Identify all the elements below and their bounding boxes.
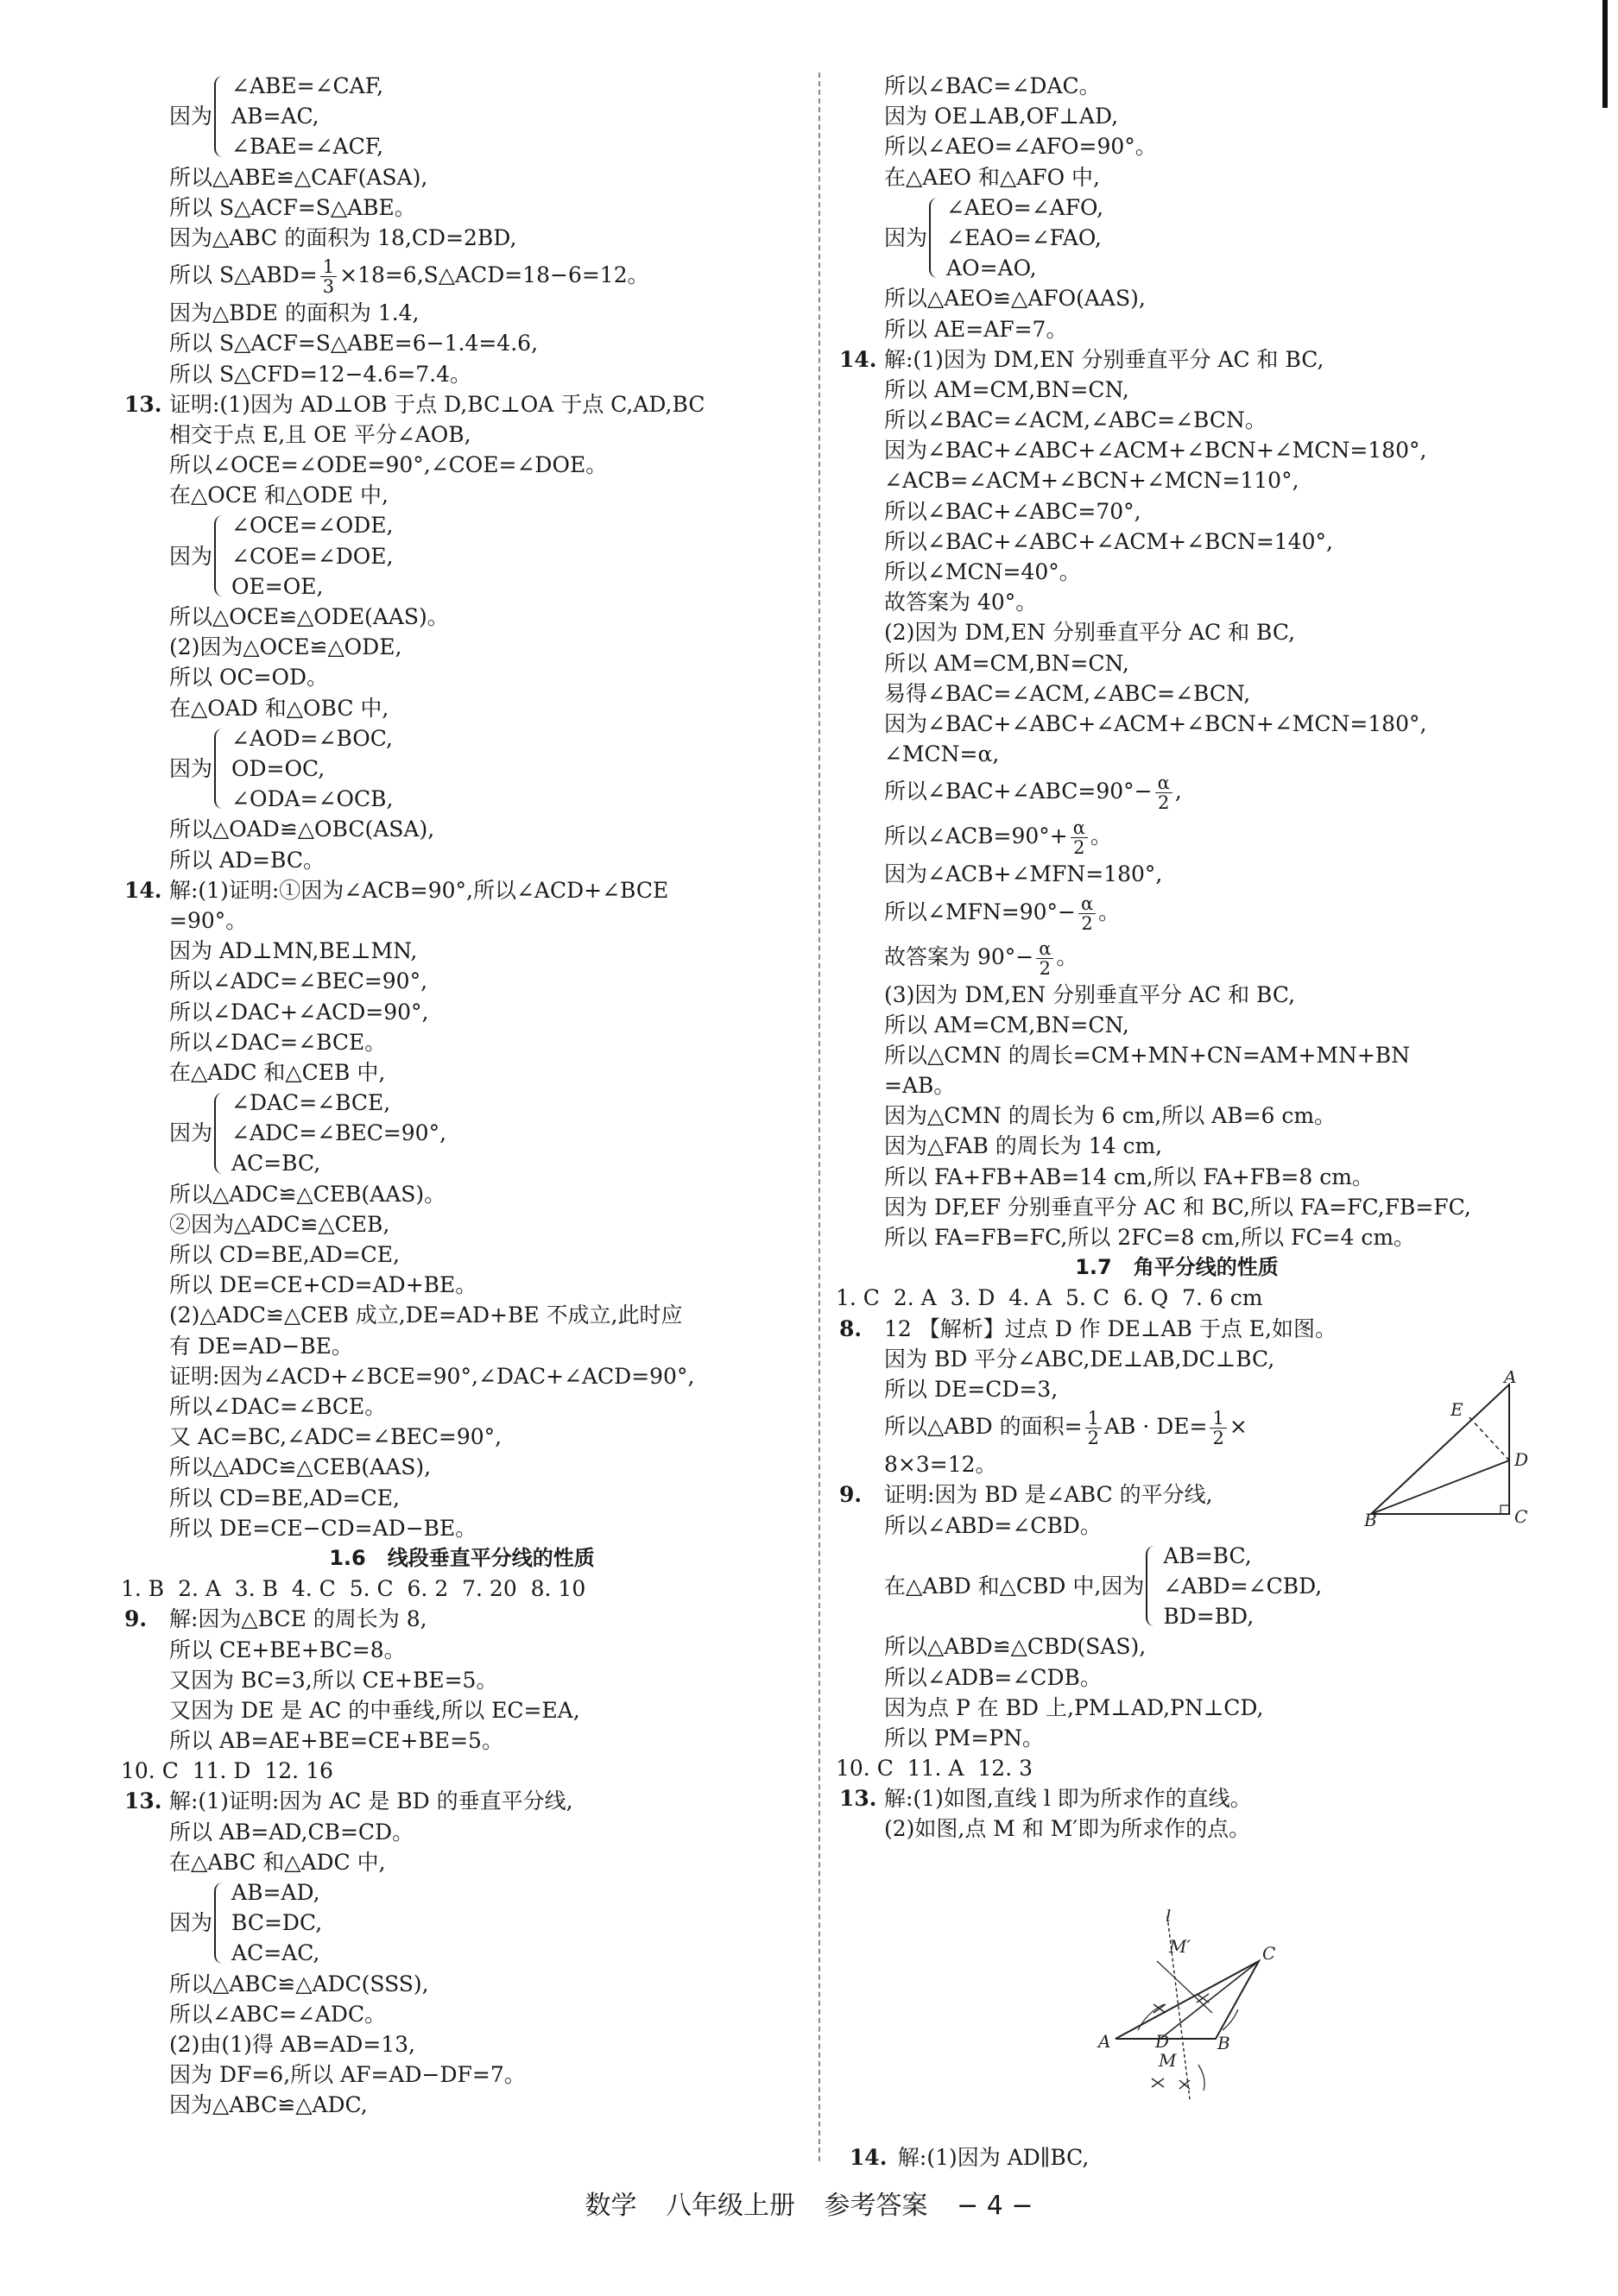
brace-row: AB=BC,: [1163, 1542, 1252, 1568]
fraction-denominator: 2: [1073, 837, 1085, 859]
left-brace-icon: [929, 198, 943, 279]
question-text: 12 【解析】过点 D 作 DE⊥AB 于点 E,如图。: [884, 1315, 1337, 1341]
text-line: 1. C 2. A 3. D 4. A 5. C 6. Q 7. 6 cm: [836, 1285, 1263, 1311]
text-line: 所以∠BAC=∠ACM,∠ABC=∠BCN。: [884, 407, 1267, 433]
text-line: 所以 DE=CE−CD=AD−BE。: [169, 1515, 477, 1541]
brace-system: [836, 1541, 1518, 1632]
text-line: 因为 DF,EF 分别垂直平分 AC 和 BC,所以 FA=FC,FB=FC,: [884, 1194, 1471, 1220]
text-line: 因为 BD 平分∠ABC,DE⊥AB,DC⊥BC,: [884, 1346, 1275, 1372]
brace-system: [836, 192, 1518, 284]
text-line: 因为∠BAC+∠ABC+∠ACM+∠BCN+∠MCN=180°,: [884, 438, 1427, 464]
brace-row: ∠EAO=∠FAO,: [946, 224, 1102, 250]
question-text: 证明:因为 BD 是∠ABC 的平分线,: [884, 1482, 1213, 1508]
fig8-label-a: A: [1504, 1371, 1517, 1387]
text-line: 因为点 P 在 BD 上,PM⊥AD,PN⊥CD,: [884, 1694, 1264, 1720]
fraction-line: [836, 769, 1518, 814]
text-line: 易得∠BAC=∠ACM,∠ABC=∠BCN,: [884, 680, 1251, 706]
text-line: 证明:因为∠ACD+∠BCE=90°,∠DAC+∠ACD=90°,: [169, 1363, 695, 1389]
text-line: 因为∠ACB+∠MFN=180°,: [884, 861, 1163, 887]
right-column: [836, 71, 1518, 1845]
brace-system: [121, 723, 803, 815]
fraction-numerator: α: [1071, 818, 1088, 838]
footer-page: − 4 −: [957, 2191, 1033, 2221]
brace-row: ∠AEO=∠AFO,: [946, 194, 1104, 220]
column-divider: [818, 73, 820, 2161]
brace-row: AB=AD,: [231, 1880, 320, 1905]
brace-label: 因为: [884, 224, 928, 250]
fraction-pre: 所以 S△ABD=: [169, 262, 318, 288]
fraction-pre: 故答案为 90°−: [884, 943, 1034, 969]
brace-row: ∠ABD=∠CBD,: [1163, 1573, 1323, 1599]
left-brace-icon: [214, 1093, 228, 1174]
fraction-numerator: 1: [1085, 1409, 1102, 1429]
question-number: 8.: [839, 1315, 863, 1341]
text-line: 所以 AB=AE+BE=CE+BE=5。: [169, 1728, 503, 1754]
fig8-label-e: E: [1451, 1399, 1463, 1420]
text-line: 所以 CD=BE,AD=CE,: [169, 1242, 401, 1268]
text-line: 所以∠ADB=∠CDB。: [884, 1664, 1102, 1690]
fraction-numerator: α: [1036, 939, 1053, 959]
brace-system: [121, 1088, 803, 1179]
brace-row: ∠ODA=∠OCB,: [231, 786, 394, 812]
text-line: 因为 DF=6,所以 AF=AD−DF=7。: [169, 2062, 526, 2088]
text-line: 所以 AM=CM,BN=CN,: [884, 650, 1129, 676]
brace-row: ∠ABE=∠CAF,: [231, 73, 384, 98]
text-line: 所以△ABD≌△CBD(SAS),: [884, 1634, 1147, 1660]
question-text: 解:(1)因为 DM,EN 分别垂直平分 AC 和 BC,: [884, 346, 1324, 372]
question-number: 13.: [124, 1788, 162, 1814]
left-brace-icon: [214, 515, 228, 596]
text-line: (3)因为 DM,EN 分别垂直平分 AC 和 BC,: [884, 981, 1296, 1007]
question-number: 13.: [839, 1786, 877, 1812]
fraction-line: [836, 890, 1518, 935]
q14-tail-text: 解:(1)因为 AD∥BC,: [897, 2145, 1090, 2171]
fraction: [1155, 773, 1172, 812]
text-line: 在△ADC 和△CEB 中,: [169, 1059, 386, 1085]
text-line: 在△OAD 和△OBC 中,: [169, 695, 389, 721]
brace-row: AC=BC,: [231, 1151, 321, 1176]
question-line: [836, 1314, 1518, 1344]
text-line: ②因为△ADC≌△CEB,: [169, 1211, 390, 1237]
section-heading: 1.6 线段垂直平分线的性质: [329, 1545, 595, 1570]
left-brace-icon: [214, 1883, 228, 1964]
text-line: 因为△ABC≌△ADC,: [169, 2092, 368, 2118]
text-line: 所以△OCE≌△ODE(AAS)。: [169, 604, 449, 630]
fraction-line: [836, 935, 1518, 980]
brace-label: 在△ABD 和△CBD 中,因为: [884, 1573, 1145, 1599]
brace-rows: [231, 510, 393, 602]
left-brace-icon: [1146, 1546, 1160, 1627]
text-line: (2)由(1)得 AB=AD=13,: [169, 2031, 415, 2057]
text-line: 所以∠OCE=∠ODE=90°,∠COE=∠DOE。: [169, 452, 608, 478]
text-line: 所以∠DAC+∠ACD=90°,: [169, 999, 429, 1025]
text-line: =AB。: [884, 1073, 956, 1099]
fig8-label-d: D: [1514, 1449, 1529, 1470]
fraction-denominator: 2: [1158, 792, 1170, 814]
fig13-label-m: M: [1159, 2050, 1177, 2071]
text-line: 所以∠ADC=∠BEC=90°,: [169, 968, 428, 994]
text-line: 在△ABC 和△ADC 中,: [169, 1849, 386, 1875]
fraction-denominator: 3: [322, 276, 335, 298]
brace-rows: [946, 192, 1103, 284]
fraction-post: ×18=6,S△ACD=18−6=12。: [339, 262, 649, 288]
text-line: 因为∠BAC+∠ABC+∠ACM+∠BCN+∠MCN=180°,: [884, 710, 1427, 736]
fraction-numerator: 1: [1210, 1409, 1226, 1429]
brace-rows: [231, 1877, 322, 1969]
fraction-denominator: 2: [1087, 1428, 1099, 1449]
text-line: 所以∠DAC=∠BCE。: [169, 1029, 387, 1055]
brace-row: OE=OE,: [231, 573, 324, 599]
text-line: 1. B 2. A 3. B 4. C 5. C 6. 2 7. 20 8. 10: [121, 1576, 586, 1602]
text-line: 所以△ABE≌△CAF(ASA),: [169, 164, 428, 190]
question-number: 9.: [839, 1482, 863, 1508]
text-line: 所以∠DAC=∠BCE。: [169, 1394, 387, 1419]
construction-figure-q13: [1086, 1909, 1276, 2108]
fraction: [1085, 1409, 1102, 1448]
brace-rows: [231, 723, 393, 815]
brace-rows: [231, 71, 383, 162]
fig13-label-b: B: [1217, 2033, 1230, 2053]
fraction-denominator: 2: [1212, 1428, 1224, 1449]
question-text: 解:(1)证明:因为 AC 是 BD 的垂直平分线,: [169, 1788, 573, 1814]
question-line: [836, 344, 1518, 375]
text-line: 因为 AD⊥MN,BE⊥MN,: [169, 938, 418, 964]
brace-row: BC=DC,: [231, 1910, 323, 1936]
fraction: [1036, 939, 1053, 978]
fraction-post: 。: [1056, 943, 1078, 969]
brace-rows: [231, 1088, 446, 1179]
question-text: 解:因为△BCE 的周长为 8,: [169, 1606, 427, 1632]
brace-row: ∠AOD=∠BOC,: [231, 725, 393, 751]
brace-row: ∠DAC=∠BCE,: [231, 1090, 391, 1116]
question-text: 解:(1)如图,直线 l 即为所求作的直线。: [884, 1786, 1252, 1812]
text-line: (2)△ADC≌△CEB 成立,DE=AD+BE 不成立,此时应: [169, 1303, 683, 1328]
text-line: 10. C 11. A 12. 3: [836, 1756, 1033, 1782]
brace-rows: [1163, 1541, 1322, 1632]
text-line: 所以∠AEO=∠AFO=90°。: [884, 134, 1157, 160]
brace-system: [121, 1877, 803, 1969]
text-line: 所以△CMN 的周长=CM+MN+CN=AM+MN+BN: [884, 1042, 1411, 1068]
question-line: [121, 1604, 803, 1634]
text-line: ∠MCN=α,: [884, 741, 1000, 767]
text-line: 因为△CMN 的周长为 6 cm,所以 AB=6 cm。: [884, 1103, 1337, 1129]
text-line: ∠ACB=∠ACM+∠BCN+∠MCN=110°,: [884, 468, 1299, 494]
question-line: [121, 875, 803, 905]
fig8-label-c: C: [1514, 1506, 1528, 1526]
brace-system: [121, 71, 803, 162]
text-line: 10. C 11. D 12. 16: [121, 1758, 333, 1784]
text-line: (2)因为 DM,EN 分别垂直平分 AC 和 BC,: [884, 620, 1296, 646]
text-line: 在△AEO 和△AFO 中,: [884, 164, 1100, 190]
question-line: [121, 1786, 803, 1816]
brace-row: AB=AC,: [231, 104, 319, 129]
text-line: 所以△ABC≌△ADC(SSS),: [169, 1971, 429, 1996]
fraction-mid: AB · DE=: [1103, 1414, 1208, 1440]
text-line: 又 AC=BC,∠ADC=∠BEC=90°,: [169, 1424, 502, 1450]
fig13-label-l: l: [1166, 1909, 1172, 1926]
fig13-label-c: C: [1262, 1943, 1276, 1964]
fig13-label-a: A: [1098, 2031, 1111, 2052]
text-line: 有 DE=AD−BE。: [169, 1333, 353, 1359]
text-line: 所以 OC=OD。: [169, 665, 329, 691]
fraction-line: [121, 253, 803, 298]
fraction-pre: 所以△ABD 的面积=: [884, 1414, 1083, 1440]
question-number: 14.: [124, 877, 162, 903]
question-line: [836, 1783, 1518, 1813]
text-line: 所以∠BAC+∠ABC+∠ACM+∠BCN=140°,: [884, 528, 1333, 554]
text-line: 又因为 DE 是 AC 的中垂线,所以 EC=EA,: [169, 1697, 580, 1723]
fraction-post: ,: [1174, 779, 1182, 804]
brace-row: ∠OCE=∠ODE,: [231, 513, 394, 539]
brace-row: ∠ADC=∠BEC=90°,: [231, 1120, 447, 1146]
brace-row: ∠BAE=∠ACF,: [231, 134, 384, 160]
text-line: 所以 AM=CM,BN=CN,: [884, 1012, 1129, 1038]
brace-label: 因为: [169, 756, 213, 781]
footer-kind: 参考答案: [824, 2191, 928, 2221]
text-line: 所以 CD=BE,AD=CE,: [169, 1485, 401, 1511]
triangle-figure-q8: [1364, 1371, 1537, 1526]
question-number: 14.: [839, 346, 877, 372]
fraction-pre: 所以∠BAC+∠ABC=90°−: [884, 779, 1153, 804]
brace-system: [121, 510, 803, 602]
text-line: 所以∠BAC+∠ABC=70°,: [884, 498, 1141, 524]
text-line: (2)因为△OCE≌△ODE,: [169, 634, 402, 660]
text-line: 所以∠ABC=∠ADC。: [169, 2001, 387, 2027]
text-line: 所以 PM=PN。: [884, 1725, 1045, 1750]
text-line: 所以 FA=FB=FC,所以 2FC=8 cm,所以 FC=4 cm。: [884, 1225, 1416, 1251]
text-line: 8×3=12。: [884, 1452, 997, 1478]
text-line: 所以△ADC≌△CEB(AAS)。: [169, 1181, 446, 1207]
text-line: 所以△AEO≌△AFO(AAS),: [884, 286, 1146, 312]
brace-label: 因为: [169, 543, 213, 569]
brace-row: BD=BD,: [1163, 1604, 1255, 1630]
q14-tail-number: 14.: [849, 2145, 888, 2171]
text-line: 所以 AD=BC。: [169, 847, 325, 873]
question-text: 证明:(1)因为 AD⊥OB 于点 D,BC⊥OA 于点 C,AD,BC: [169, 391, 705, 417]
text-line: 所以 CE+BE+BC=8。: [169, 1637, 406, 1662]
text-line: 所以△OAD≌△OBC(ASA),: [169, 817, 435, 842]
fraction-pre: 所以∠MFN=90°−: [884, 899, 1076, 924]
left-column: [121, 71, 803, 2121]
footer-subject: 数学: [585, 2191, 637, 2221]
text-line: 所以△ADC≌△CEB(AAS),: [169, 1454, 432, 1480]
brace-row: ∠COE=∠DOE,: [231, 543, 394, 569]
section-heading: 1.7 角平分线的性质: [1075, 1255, 1279, 1280]
footer-grade: 八年级上册: [666, 2191, 795, 2221]
fraction-line: [836, 814, 1518, 859]
text-line: 因为△FAB 的周长为 14 cm,: [884, 1133, 1163, 1159]
brace-label: 因为: [169, 1120, 213, 1146]
text-line: 所以 S△CFD=12−4.6=7.4。: [169, 361, 471, 387]
fraction-numerator: 1: [320, 257, 337, 277]
question-line: [121, 389, 803, 419]
text-line: 所以 S△ACF=S△ABE。: [169, 194, 416, 220]
text-line: 所以∠MCN=40°。: [884, 559, 1081, 585]
text-line: 所以 S△ACF=S△ABE=6−1.4=4.6,: [169, 331, 539, 356]
fraction-numerator: α: [1078, 894, 1096, 914]
fraction-post: ×: [1229, 1414, 1248, 1440]
question-text: 解:(1)证明:①因为∠ACB=90°,所以∠ACD+∠BCE: [169, 877, 669, 903]
fraction: [1078, 894, 1096, 933]
question-number: 9.: [124, 1606, 148, 1632]
left-brace-icon: [214, 729, 228, 810]
text-line: 因为 OE⊥AB,OF⊥AD,: [884, 104, 1119, 129]
brace-label: 因为: [169, 104, 213, 129]
question-number: 13.: [124, 391, 162, 417]
fraction: [320, 257, 337, 296]
text-line: 相交于点 E,且 OE 平分∠AOB,: [169, 421, 471, 447]
fraction-denominator: 2: [1039, 957, 1051, 979]
fraction: [1210, 1409, 1226, 1448]
fraction-pre: 所以∠ACB=90°+: [884, 823, 1068, 849]
brace-row: AC=AC,: [231, 1940, 320, 1966]
fraction-denominator: 2: [1081, 912, 1093, 934]
brace-row: AO=AO,: [946, 255, 1037, 281]
brace-label: 因为: [169, 1910, 213, 1936]
text-line: 所以 AE=AF=7。: [884, 316, 1068, 342]
text-line: 又因为 BC=3,所以 CE+BE=5。: [169, 1667, 498, 1693]
fraction-post: 。: [1098, 899, 1121, 924]
text-line: 故答案为 40°。: [884, 590, 1038, 615]
fig13-label-m-prime: M′: [1169, 1936, 1191, 1957]
page-edge-bar: [1602, 0, 1608, 108]
text-line: 所以 FA+FB+AB=14 cm,所以 FA+FB=8 cm。: [884, 1164, 1374, 1189]
page-footer: [0, 2184, 1618, 2222]
fig8-label-b: B: [1364, 1510, 1377, 1526]
text-line: 所以∠BAC=∠DAC。: [884, 73, 1101, 98]
fig13-label-d: D: [1155, 2031, 1170, 2052]
q14-tail: [836, 2112, 1090, 2171]
text-line: 因为△BDE 的面积为 1.4,: [169, 300, 420, 326]
text-line: =90°。: [169, 907, 248, 933]
fraction-post: 。: [1090, 823, 1112, 849]
text-line: 所以 DE=CE+CD=AD+BE。: [169, 1272, 477, 1298]
text-line: 因为△ABC 的面积为 18,CD=2BD,: [169, 224, 517, 250]
text-line: 所以 AM=CM,BN=CN,: [884, 376, 1129, 402]
brace-row: OD=OC,: [231, 756, 325, 781]
fraction: [1071, 818, 1088, 857]
text-line: (2)如图,点 M 和 M′即为所求作的点。: [884, 1816, 1251, 1842]
text-line: 所以 DE=CD=3,: [884, 1376, 1059, 1402]
left-brace-icon: [214, 76, 228, 157]
text-line: 所以∠ABD=∠CBD。: [884, 1512, 1102, 1538]
text-line: 在△OCE 和△ODE 中,: [169, 483, 389, 508]
text-line: 所以 AB=AD,CB=CD。: [169, 1819, 414, 1845]
fraction-numerator: α: [1155, 773, 1172, 793]
